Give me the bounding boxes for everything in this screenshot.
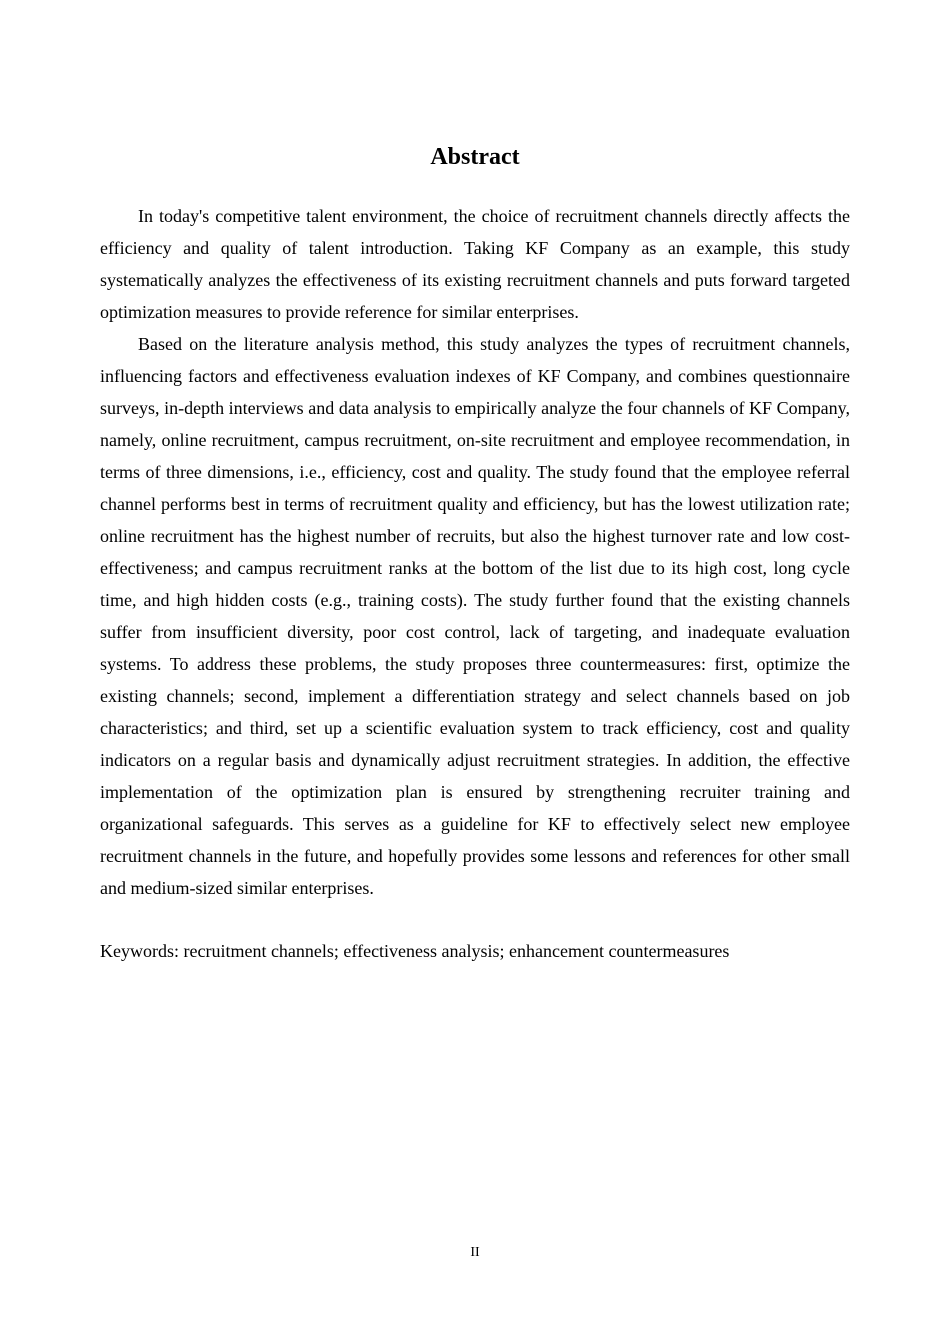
keywords-line: Keywords: recruitment channels; effectiveness analysis; enhancement countermeasures	[100, 941, 730, 961]
abstract-title: Abstract	[430, 144, 520, 170]
abstract-paragraph-2: Based on the literature analysis method, this study analyzes the types of recruitment channels, influencing factors and effectiveness evaluation indexes of KF Company, and combines questionnaire surveys, in-depth interviews and data analysis to empirically analyze the four channels of KF Company, namely, online recruitment, campus recruitment, on-site recruitment and employee recommendation, in terms of three dimensions, i.e., efficiency, cost and quality. The study found that the employee referral channel performs best in terms of recruitment quality and efficiency, but has the lowest utilization rate; online recruitment has the highest number of recruits, but also the highest turnover rate and low cost-effectiveness; and campus recruitment ranks at the bottom of the list due to its high cost, long cycle time, and high hidden costs (e.g., training costs). The study further found that the existing channels suffer from insufficient diversity, poor cost control, lack of targeting, and inadequate evaluation systems. To address these problems, the study proposes three countermeasures: first, optimize the existing channels; second, implement a differentiation strategy and select channels based on job characteristics; and third, set up a scientific evaluation system to track efficiency, cost and quality indicators on a regular basis and dynamically adjust recruitment strategies. In addition, the effective implementation of the optimization plan is ensured by strengthening recruiter training and organizational safeguards. This serves as a guideline for KF to effectively select new employee recruitment channels in the future, and hopefully provides some lessons and references for other small and medium-sized similar enterprises.	[100, 334, 850, 898]
page-number: II	[470, 1245, 480, 1260]
abstract-section	[100, 140, 850, 967]
abstract-paragraph-1: In today's competitive talent environment, the choice of recruitment channels directly affects the efficiency and quality of talent introduction. Taking KF Company as an example, this study systematically analyzes the effectiveness of its existing recruitment channels and puts forward targeted optimization measures to provide reference for similar enterprises.	[100, 206, 850, 322]
